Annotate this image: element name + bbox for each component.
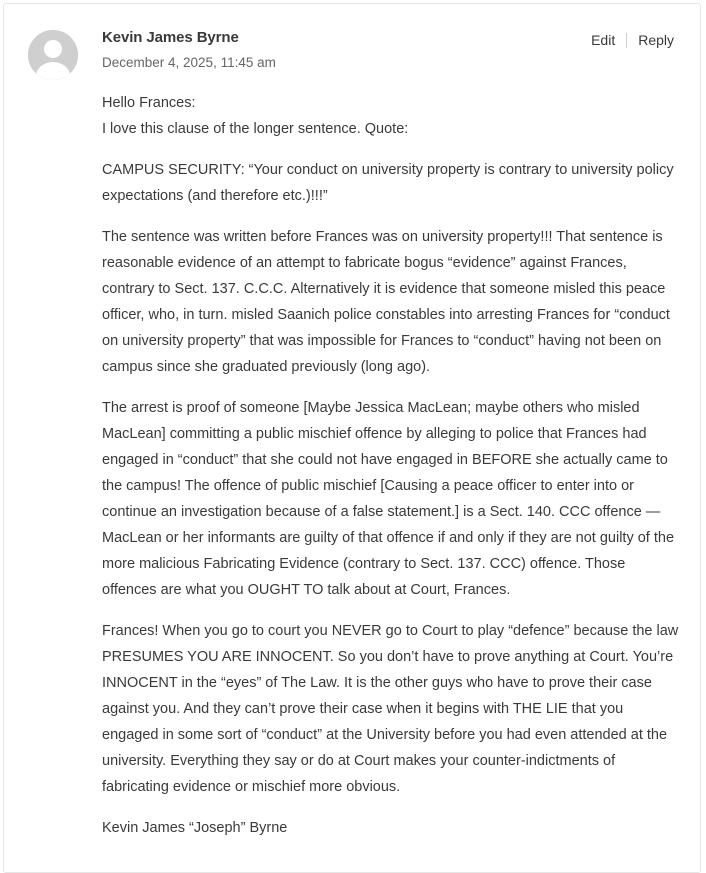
comment-paragraph: The arrest is proof of someone [Maybe Jessica MacLean; maybe others who misled MacLean] committing a public mischief offence by alleging to police that Frances had engaged in “conduct” that she could not have engaged in BEFORE she actually came to the campus! The offence of public mischief [Causing a peace officer to enter into or continue an investigation because of a false statement.] is a Sect. 140. CCC offence — MacLean or her informants are guilty of that offence if and only if they are not guilty of the more malicious Fabricating Evidence (contrary to Sect. 137. CCC) offence. Those offences are what you OUGHT TO talk about at Court, Frances. — [102, 400, 675, 598]
comment-author[interactable]: Kevin James Byrne — [102, 29, 239, 46]
comment-signature: Kevin James “Joseph” Byrne — [102, 820, 288, 836]
comment-paragraph: Hello Frances: I love this clause of the longer sentence. Quote: — [102, 95, 409, 137]
comment-paragraph: The sentence was written before Frances was on university property!!! That sentence is reasonable evidence of an attempt to fabricate bogus “evidence” against Frances, contrary to Sect. 137. C.C.C. Alternatively it is evidence that someone misled this peace officer, who, in turn. misled Saanich police constables into arresting Frances for “conduct on university property” that was impossible for Frances to “conduct” having not been on campus since she graduated previously (long ago). — [102, 229, 670, 375]
default-user-avatar-icon — [28, 30, 78, 80]
comment-body — [102, 90, 682, 856]
avatar — [28, 30, 78, 80]
comment-card — [3, 3, 701, 873]
comment-paragraph: Frances! When you go to court you NEVER go to Court to play “defence” because the law PRESUMES YOU ARE INNOCENT. So you don’t have to prove anything at Court. You’re INNOCENT in the “eyes” of The Law. It is the other guys who have to prove their case against you. And they can’t prove their case when it begins with THE LIE that you engaged in some sort of “conduct” at the University before you had even attended at the university. Everything they say or do at Court makes your counter-indictments of fabricating evidence or mischief more obvious. — [102, 623, 679, 795]
reply-link[interactable]: Reply — [638, 32, 674, 48]
actions-divider — [626, 33, 627, 48]
comment-date-link[interactable]: December 4, 2025, 11:45 am — [102, 55, 276, 70]
comment-actions — [591, 32, 674, 48]
comment-paragraph: CAMPUS SECURITY: “Your conduct on university property is contrary to university policy expectations (and therefore etc.)!!!” — [102, 162, 674, 204]
edit-link[interactable]: Edit — [591, 32, 616, 48]
